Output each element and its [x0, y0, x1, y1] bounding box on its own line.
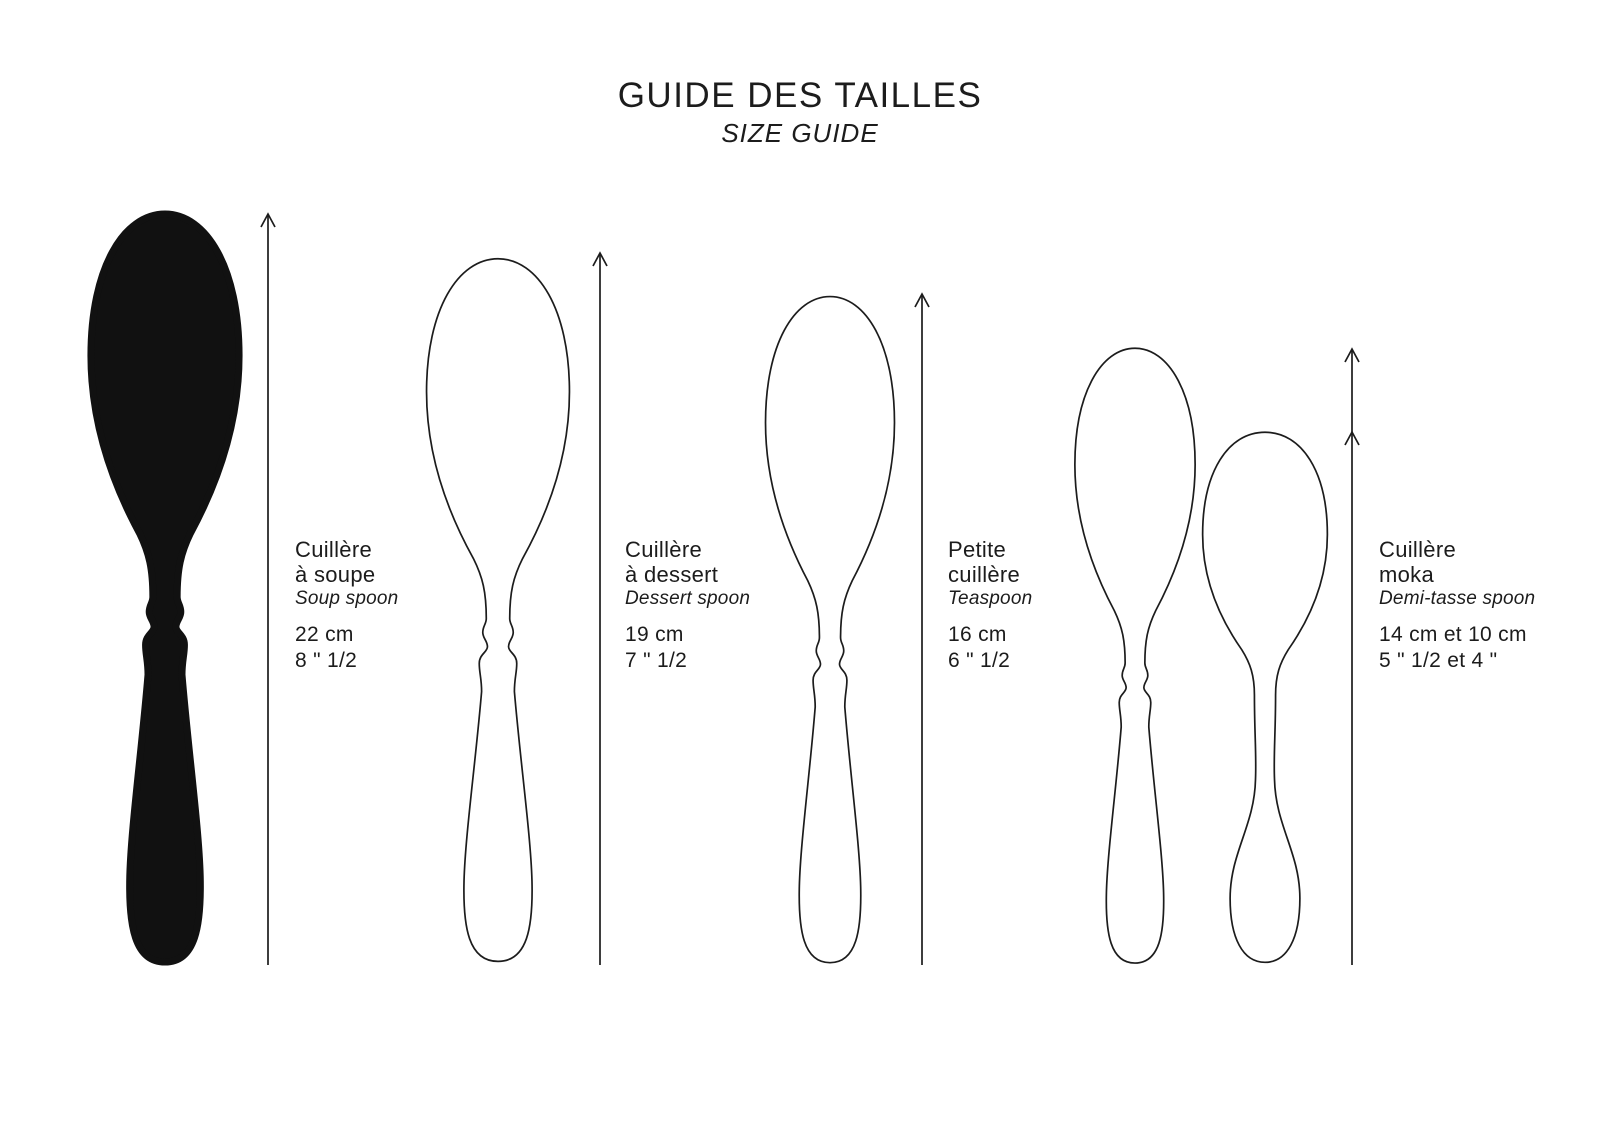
- spoon-name-en: Demi-tasse spoon: [1379, 588, 1536, 609]
- size-cm: 22 cm: [295, 623, 354, 646]
- soup-spoon-silhouette: [80, 210, 250, 968]
- size-inches: 5 " 1/2 et 4 ": [1379, 649, 1498, 672]
- size-inches: 7 " 1/2: [625, 649, 688, 672]
- size-inches: 6 " 1/2: [948, 649, 1011, 672]
- page-subtitle: SIZE GUIDE: [721, 118, 879, 148]
- size-cm: 14 cm et 10 cm: [1379, 623, 1527, 646]
- spoon-name-fr: à dessert: [625, 562, 719, 587]
- title-block: [0, 76, 1600, 148]
- height-arrow-icon: [911, 292, 933, 965]
- spoon-name-en: Dessert spoon: [625, 588, 751, 609]
- spoon-name-fr: Cuillère: [295, 537, 372, 562]
- double-height-arrow-icon: [1341, 347, 1363, 965]
- height-arrow-icon: [589, 251, 611, 965]
- label-dessert-spoon: [625, 537, 865, 674]
- spoon-name-fr: Cuillère: [1379, 537, 1456, 562]
- spoon-name-fr: cuillère: [948, 562, 1021, 587]
- size-inches: 8 " 1/2: [295, 649, 358, 672]
- spoon-name-fr: moka: [1379, 562, 1434, 587]
- label-moka-spoon: [1379, 537, 1600, 674]
- page-title: GUIDE DES TAILLES: [617, 76, 983, 115]
- label-teaspoon: [948, 537, 1188, 674]
- moka-spoon-10cm-outline: [1191, 428, 1339, 968]
- label-soup-spoon: [295, 537, 535, 674]
- size-cm: 19 cm: [625, 623, 684, 646]
- spoon-name-fr: à soupe: [295, 562, 376, 587]
- spoon-name-en: Soup spoon: [295, 588, 399, 609]
- spoon-name-fr: Cuillère: [625, 537, 702, 562]
- height-arrow-icon: [257, 212, 279, 965]
- spoon-name-fr: Petite: [948, 537, 1007, 562]
- size-cm: 16 cm: [948, 623, 1007, 646]
- spoon-name-en: Teaspoon: [948, 588, 1033, 609]
